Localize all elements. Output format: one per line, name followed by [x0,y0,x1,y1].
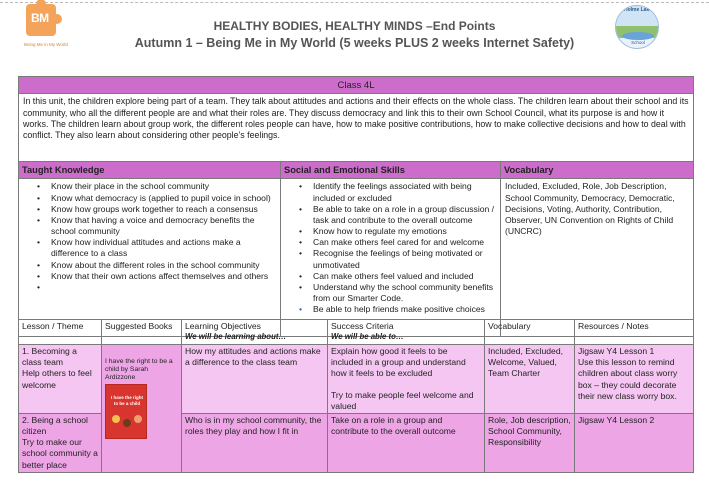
vocabulary-2: Role, Job description, School Community, Responsibility [485,413,575,472]
lesson-row-1 [19,345,694,414]
header-objectives [182,320,328,345]
resources-1 [575,345,694,414]
social-emotional-cell [281,179,501,337]
vocabulary-header: Vocabulary [501,162,694,179]
class-header: Class 4L [19,77,694,94]
vocabulary-cell: Included, Excluded, Role, Job Description, School Community, Democracy, Democratic, Decisions, Voting, Authority, Contribution, Observer, UN Convention on Rights of Child (UNCRC) [501,179,694,337]
skill-item: • Identify the feelings associated with being included or excluded [285,181,496,203]
header-objectives-sub: We will be learning about… [185,332,287,342]
taught-knowledge-cell [19,179,281,337]
logo-tagline: Being Me in My World [24,42,68,47]
knowledge-item: • Know how groups work together to reach a consensus [23,204,276,215]
knowledge-item: • Know that having a voice and democracy benefits the school community [23,215,276,237]
page-title: HEALTHY BODIES, HEALTHY MINDS –End Points [213,19,496,33]
taught-knowledge-header: Taught Knowledge [19,162,281,179]
book-text: I have the right to be a child by Sarah Ardizzone [105,358,173,382]
resources-1-line-2: Use this lesson to remind children about class worry box – they could decorate their new class worry box. [578,357,678,401]
page-top-divider [0,2,709,3]
learning-objective-2: Who is in my school community, the roles they play and how I fit in [182,413,328,472]
header-vocab-label: Vocabulary [488,321,531,331]
header-books-label: Suggested Books [105,321,173,331]
header-resources [575,320,694,345]
success-criteria-1 [328,345,485,414]
unit-introduction: In this unit, the children explore being part of a team. They talk about attitudes and actions and their effects on the whole class. The children learn about their school and its community, who all the different people are and what their roles are. They discuss democracy and link this to their own School Council, what its purpose is and how it works. The children learn about group work, the different roles people can have, how to make positive contributions, how to make collective decisions and how to deal with conflict. They also learn about considering other people’s feelings. [19,94,694,162]
knowledge-item: • Know how individual attitudes and actions make a difference to a class [23,237,276,259]
book-cover-title: I have the right to be a child [110,395,143,406]
skill-item: • Can make others feel cared for and welcome [285,237,496,248]
header-objectives-label: Learning Objectives [185,321,261,331]
knowledge-item: • Know about the different roles in the school community [23,260,276,271]
knowledge-item: • Know that their own actions affect themselves and others [23,271,276,282]
header-criteria [328,320,485,345]
page-subtitle: Autumn 1 – Being Me in My World (5 weeks PLUS 2 weeks Internet Safety) [134,36,575,50]
lesson-table-header-row [19,320,694,345]
header-resources-label: Resources / Notes [578,321,649,331]
criteria-1-part-2: Try to make people feel welcome and valued [331,389,474,411]
resources-2: Jigsaw Y4 Lesson 2 [575,413,694,472]
resources-1-line-1: Jigsaw Y4 Lesson 1 [578,346,655,356]
book-cover [105,384,147,439]
knowledge-item: • Know what democracy is (applied to pupil voice in school) [23,193,276,204]
taught-knowledge-list [23,181,276,282]
header-lesson-label: Lesson / Theme [22,321,84,331]
header-criteria-sub: We will be able to… [331,332,404,342]
lesson-table [18,319,694,473]
skill-item: • Understand why the school community benefits from our Smarter Code. [285,282,496,304]
skill-item: • Be able to take on a role in a group discussion / task and contribute to the overall outcome [285,204,496,226]
logo-abbrev: BM [31,11,49,25]
header-vocab [485,320,575,345]
social-emotional-header: Social and Emotional Skills [281,162,501,179]
skill-item: • Be able to help friends make positive choices [285,304,496,315]
lesson-theme-1: 1. Becoming a class team Help others to feel welcome [19,345,102,414]
vocabulary-1: Included, Excluded, Welcome, Valued, Team Charter [485,345,575,414]
school-logo-name: Holme Lake [623,7,653,13]
header-criteria-label: Success Criteria [331,321,394,331]
unit-overview-table [18,76,694,337]
social-emotional-list [285,181,496,315]
book-face-icon [134,415,142,423]
lesson-theme-2: 2. Being a school citizen Try to make our school community a better place [19,413,102,472]
skill-item: • Can make others feel valued and included [285,271,496,282]
criteria-spacer [331,380,481,390]
header-books [102,320,182,345]
book-face-icon [112,415,120,423]
skill-item: • Recognise the feelings of being motivated or unmotivated [285,248,496,270]
suggested-books-1 [102,345,182,473]
knowledge-item: • Know their place in the school community [23,181,276,192]
skill-item: • Know how to regulate my emotions [285,226,496,237]
book-face-icon [123,419,131,427]
learning-objective-1: How my attitudes and actions make a difference to the class team [182,345,328,414]
success-criteria-2: Take on a role in a group and contribute to the overall outcome [328,413,485,472]
header-lesson [19,320,102,345]
school-logo-school: School [631,40,645,45]
criteria-1-part-1: Explain how good it feels to be included in a group and understand how it feels to be excluded [331,346,466,379]
